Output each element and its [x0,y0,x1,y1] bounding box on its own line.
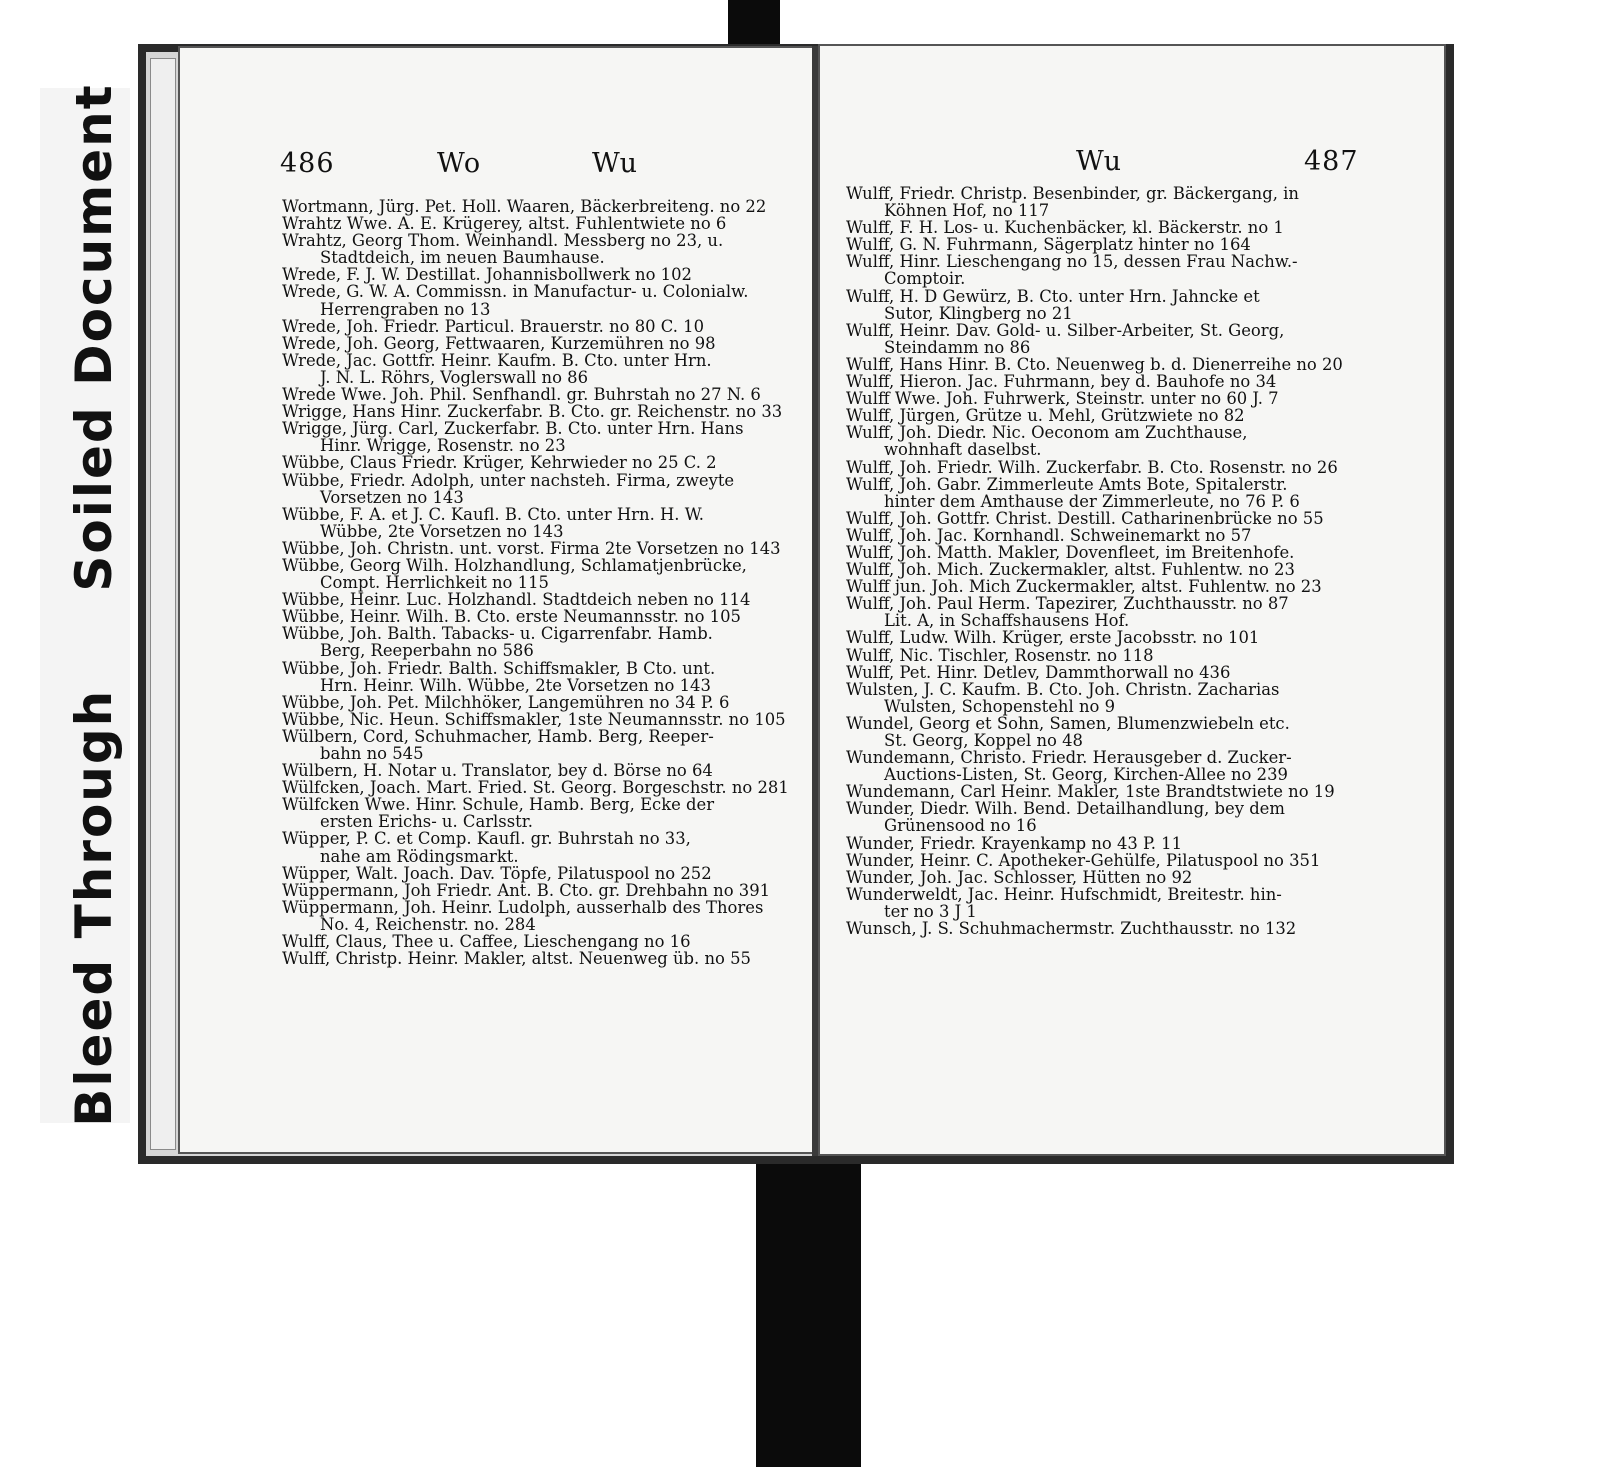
directory-entry [846,664,1364,681]
entry-line: Wübbe, Joh. Pet. Milchhöker, Langemühren no 34 P. 6 [282,692,730,712]
entry-continuation-line: Auctions-Listen, St. Georg, Kirchen-Allee no 239 [884,765,1288,785]
left-page [178,46,814,1154]
entry-continuation-line: Lit. A, in Schaffshausens Hof. [884,611,1130,631]
entry-line: Wübbe, F. A. et J. C. Kaufl. B. Cto. unter Hrn. H. W. [282,504,704,524]
directory-entry [846,629,1364,646]
entry-line: Wübbe, Georg Wilh. Holzhandlung, Schlamatjenbrücke, [282,555,747,575]
directory-entry [282,950,782,967]
entry-line: Wulff, Nic. Tischler, Rosenstr. no 118 [846,645,1154,665]
bleed-through-label: Bleed Through [65,688,123,1127]
directory-entry [846,236,1364,253]
directory-entry [282,215,782,232]
entry-line: Wrahtz Wwe. A. E. Krügerey, altst. Fuhlentwiete no 6 [282,214,727,234]
directory-entry [282,506,782,540]
right-running-head: Wu [1076,146,1123,177]
entry-line: Wunder, Joh. Jac. Schlosser, Hütten no 92 [846,867,1193,887]
directory-entry [846,595,1364,629]
directory-entry [846,510,1364,527]
entry-continuation-line: hinter dem Amthause der Zimmerleute, no 76 P. 6 [884,491,1300,511]
entry-line: Wulff, Pet. Hinr. Detlev, Dammthorwall no 436 [846,662,1231,682]
directory-entry [282,454,782,471]
entry-line: Wülfcken Wwe. Hinr. Schule, Hamb. Berg, Ecke der [282,795,715,815]
entry-line: Wrigge, Hans Hinr. Zuckerfabr. B. Cto. gr. Reichenstr. no 33 [282,402,783,422]
directory-entry [282,709,786,729]
directory-entry [846,459,1364,476]
entry-line: Wrede, Joh. Friedr. Particul. Brauerstr. no 80 C. 10 [282,316,705,336]
entry-line: Wrigge, Jürg. Carl, Zuckerfabr. B. Cto. unter Hrn. Hans [282,419,744,439]
directory-entry [846,424,1364,458]
directory-entry [846,920,1364,937]
entry-line: Wüpper, P. C. et Comp. Kaufl. gr. Buhrstah no 33, [282,829,691,849]
entry-line: Wulff, Joh. Paul Herm. Tapezirer, Zuchthausstr. no 87 [846,594,1289,614]
directory-entry [846,578,1364,595]
entry-line: Wüppermann, Joh. Heinr. Ludolph, ausserhalb des Thores [282,897,764,917]
directory-entry [846,886,1364,920]
entry-continuation-line: ersten Erichs- u. Carlsstr. [320,812,533,832]
entry-line: Wrede Wwe. Joh. Phil. Senfhandl. gr. Buhrstah no 27 N. 6 [282,385,761,405]
directory-entry [846,783,1364,800]
binding-strap-top [728,0,780,50]
entry-line: Wrede, Joh. Georg, Fettwaaren, Kurzemühren no 98 [282,333,716,353]
entry-line: Wunder, Heinr. C. Apotheker-Gehülfe, Pilatuspool no 351 [846,850,1321,870]
entry-line: Wübbe, Claus Friedr. Krüger, Kehrwieder no 25 C. 2 [282,453,717,473]
directory-entry [282,728,782,762]
directory-entry [282,232,782,266]
directory-entry [846,852,1364,869]
directory-entry [282,472,782,506]
entry-continuation-line: No. 4, Reichenstr. no. 284 [320,914,536,934]
directory-entry [282,608,782,625]
entry-line: Wulff, Joh. Jac. Kornhandl. Schweinemarkt no 57 [846,525,1252,545]
entry-line: Wulff Wwe. Joh. Fuhrwerk, Steinstr. unter no 60 J. 7 [846,389,1279,409]
directory-entry [846,219,1364,236]
directory-entry [282,198,782,215]
directory-entry [282,660,782,694]
directory-entry [282,403,782,420]
entry-line: Wüpper, Walt. Joach. Dav. Töpfe, Pilatuspool no 252 [282,863,712,883]
entry-continuation-line: Grünensood no 16 [884,816,1037,836]
entry-line: Wulsten, J. C. Kaufm. B. Cto. Joh. Christn. Zacharias [846,679,1280,699]
entry-continuation-line: Berg, Reeperbahn no 586 [320,641,534,661]
entry-line: Wulff, G. N. Fuhrmann, Sägerplatz hinter no 164 [846,235,1251,255]
entry-line: Wunsch, J. S. Schuhmachermstr. Zuchthausstr. no 132 [846,919,1297,939]
entry-line: Wulff, Heinr. Dav. Gold- u. Silber-Arbeiter, St. Georg, [846,320,1285,340]
directory-entry [846,527,1364,544]
directory-entry [846,390,1364,407]
entry-line: Wundemann, Carl Heinr. Makler, 1ste Brandtstwiete no 19 [846,782,1335,802]
directory-entry [846,373,1364,390]
directory-entry [282,266,782,283]
entry-line: Wrede, G. W. A. Commissn. in Manufactur- u. Colonialw. [282,282,749,302]
entry-continuation-line: ter no 3 J 1 [884,901,977,921]
directory-entry [282,830,782,864]
directory-entry [846,647,1364,664]
entry-line: Wulff, Joh. Friedr. Wilh. Zuckerfabr. B. Cto. Rosenstr. no 26 [846,457,1338,477]
directory-entry [846,681,1364,715]
entry-line: Wübbe, Joh. Balth. Tabacks- u. Cigarrenfabr. Hamb. [282,624,713,644]
entry-line: Wulff, Joh. Gottfr. Christ. Destill. Catharinenbrücke no 55 [846,508,1324,528]
left-entry-list [282,197,789,969]
entry-line: Wrede, Jac. Gottfr. Heinr. Kaufm. B. Cto. unter Hrn. [282,350,712,370]
right-entry-list [846,185,1364,937]
directory-entry [282,762,782,779]
right-page [818,44,1446,1156]
document-condition-text [65,83,123,1126]
entry-line: Wulff, H. D Gewürz, B. Cto. unter Hrn. Jahncke et [846,286,1260,306]
directory-entry [282,420,782,454]
entry-line: Wübbe, Friedr. Adolph, unter nachsteh. Firma, zweyte [282,470,735,490]
directory-entry [282,318,782,335]
directory-entry [282,591,782,608]
directory-entry [282,933,782,950]
entry-line: Wübbe, Joh. Christn. unt. vorst. Firma 2te Vorsetzen no 143 [282,538,781,558]
directory-entry [846,407,1364,424]
entry-line: Wulff jun. Joh. Mich Zuckermakler, altst. Fuhlentw. no 23 [846,577,1322,597]
directory-entry [846,253,1364,287]
directory-entry [282,335,782,352]
entry-line: Wulff, Friedr. Christp. Besenbinder, gr. Bäckergang, in [846,184,1299,203]
entry-line: Wübbe, Joh. Friedr. Balth. Schiffsmakler, B Cto. unt. [282,658,716,678]
directory-entry [846,185,1364,219]
directory-entry [282,899,782,933]
entry-line: Wulff, F. H. Los- u. Kuchenbäcker, kl. Bäckerstr. no 1 [846,218,1284,238]
entry-line: Wüppermann, Joh Friedr. Ant. B. Cto. gr. Drehbahn no 391 [282,880,771,900]
directory-entry [846,800,1364,834]
directory-entry [846,356,1364,373]
entry-line: Wübbe, Heinr. Luc. Holzhandl. Stadtdeich neben no 114 [282,590,751,610]
entry-line: Wulff, Claus, Thee u. Caffee, Lieschengang no 16 [282,932,691,952]
entry-continuation-line: Herrengraben no 13 [320,299,491,319]
directory-entry [282,796,782,830]
entry-line: Wulff, Joh. Diedr. Nic. Oeconom am Zuchthause, [846,423,1248,443]
binding-strap-bottom [756,1150,861,1467]
left-running-head-2: Wu [592,148,639,179]
right-page-number: 487 [1304,146,1359,177]
entry-continuation-line: Wübbe, 2te Vorsetzen no 143 [320,521,564,541]
left-running-head-1: Wo [437,148,482,179]
entry-line: Wübbe, Nic. Heun. Schiffsmakler, 1ste Neumannsstr. no 105 [282,709,786,729]
directory-entry [282,865,782,882]
entry-continuation-line: Wulsten, Schopenstehl no 9 [884,696,1116,716]
directory-entry [282,882,782,899]
entry-line: Wulff, Ludw. Wilh. Krüger, erste Jacobsstr. no 101 [846,628,1260,648]
directory-entry [282,386,782,403]
directory-entry [846,288,1364,322]
entry-continuation-line: Compt. Herrlichkeit no 115 [320,573,549,593]
entry-line: Wundel, Georg et Sohn, Samen, Blumenzwiebeln etc. [846,713,1290,733]
entry-line: Wülfcken, Joach. Mart. Fried. St. Georg. Borgeschstr. no 281 [282,778,789,798]
entry-line: Wunder, Friedr. Krayenkamp no 43 P. 11 [846,833,1183,853]
entry-continuation-line: nahe am Rödingsmarkt. [320,846,519,866]
directory-entry [846,476,1364,510]
directory-entry [846,561,1364,578]
soiled-document-label: Soiled Document [65,83,123,592]
directory-entry [846,869,1364,886]
directory-entry [282,557,782,591]
directory-entry [846,835,1364,852]
directory-entry [282,540,782,557]
entry-line: Wulff, Hans Hinr. B. Cto. Neuenweg b. d. Dienerreihe no 20 [846,354,1343,374]
entry-continuation-line: J. N. L. Röhrs, Voglerswall no 86 [320,367,589,387]
entry-continuation-line: Steindamm no 86 [884,337,1031,357]
entry-line: Wulff, Hinr. Lieschengang no 15, dessen Frau Nachw.- [846,252,1298,272]
entry-line: Wundemann, Christo. Friedr. Herausgeber d. Zucker- [846,748,1292,768]
entry-line: Wulff, Joh. Mich. Zuckermakler, altst. Fuhlentw. no 23 [846,560,1295,580]
entry-continuation-line: Stadtdeich, im neuen Baumhause. [320,248,605,268]
entry-line: Wulff, Jürgen, Grütze u. Mehl, Grützwiete no 82 [846,406,1245,426]
entry-line: Wrede, F. J. W. Destillat. Johannisbollwerk no 102 [282,265,692,285]
entry-line: Wulff, Joh. Matth. Makler, Dovenfleet, im Breitenhofe. [846,542,1295,562]
directory-entry [282,625,782,659]
directory-entry [282,694,782,711]
entry-line: Wulff, Joh. Gabr. Zimmerleute Amts Bote, Spitalerstr. [846,474,1288,494]
entry-continuation-line: Köhnen Hof, no 117 [884,201,1050,221]
entry-continuation-line: Hinr. Wrigge, Rosenstr. no 23 [320,436,566,456]
directory-entry [846,322,1364,356]
entry-line: Wülbern, Cord, Schuhmacher, Hamb. Berg, Reeper- [282,726,714,746]
directory-entry [282,283,782,317]
entry-continuation-line: Comptoir. [884,269,966,289]
directory-entry [282,352,782,386]
directory-entry [846,715,1364,749]
entry-line: Wortmann, Jürg. Pet. Holl. Waaren, Bäckerbreiteng. no 22 [282,197,767,216]
directory-entry [846,544,1364,561]
entry-continuation-line: Sutor, Klingberg no 21 [884,303,1073,323]
directory-entry [282,778,789,798]
entry-line: Wülbern, H. Notar u. Translator, bey d. Börse no 64 [282,761,713,781]
entry-line: Wulff, Hieron. Jac. Fuhrmann, bey d. Bauhofe no 34 [846,372,1277,392]
entry-continuation-line: bahn no 545 [320,744,424,763]
entry-continuation-line: Vorsetzen no 143 [320,487,464,507]
entry-line: Wübbe, Heinr. Wilh. B. Cto. erste Neumannsstr. no 105 [282,607,741,627]
entry-continuation-line: Hrn. Heinr. Wilh. Wübbe, 2te Vorsetzen no 143 [320,675,711,695]
entry-line: Wulff, Christp. Heinr. Makler, altst. Neuenweg üb. no 55 [282,949,751,969]
left-page-edges [150,58,176,1150]
entry-continuation-line: wohnhaft daselbst. [884,440,1042,460]
entry-line: Wunder, Diedr. Wilh. Bend. Detailhandlung, bey dem [846,799,1285,819]
entry-line: Wrahtz, Georg Thom. Weinhandl. Messberg no 23, u. [282,231,724,251]
directory-entry [846,749,1364,783]
entry-line: Wunderweldt, Jac. Heinr. Hufschmidt, Breitestr. hin- [846,884,1282,904]
entry-continuation-line: St. Georg, Koppel no 48 [884,731,1083,750]
left-page-number: 486 [280,148,335,179]
